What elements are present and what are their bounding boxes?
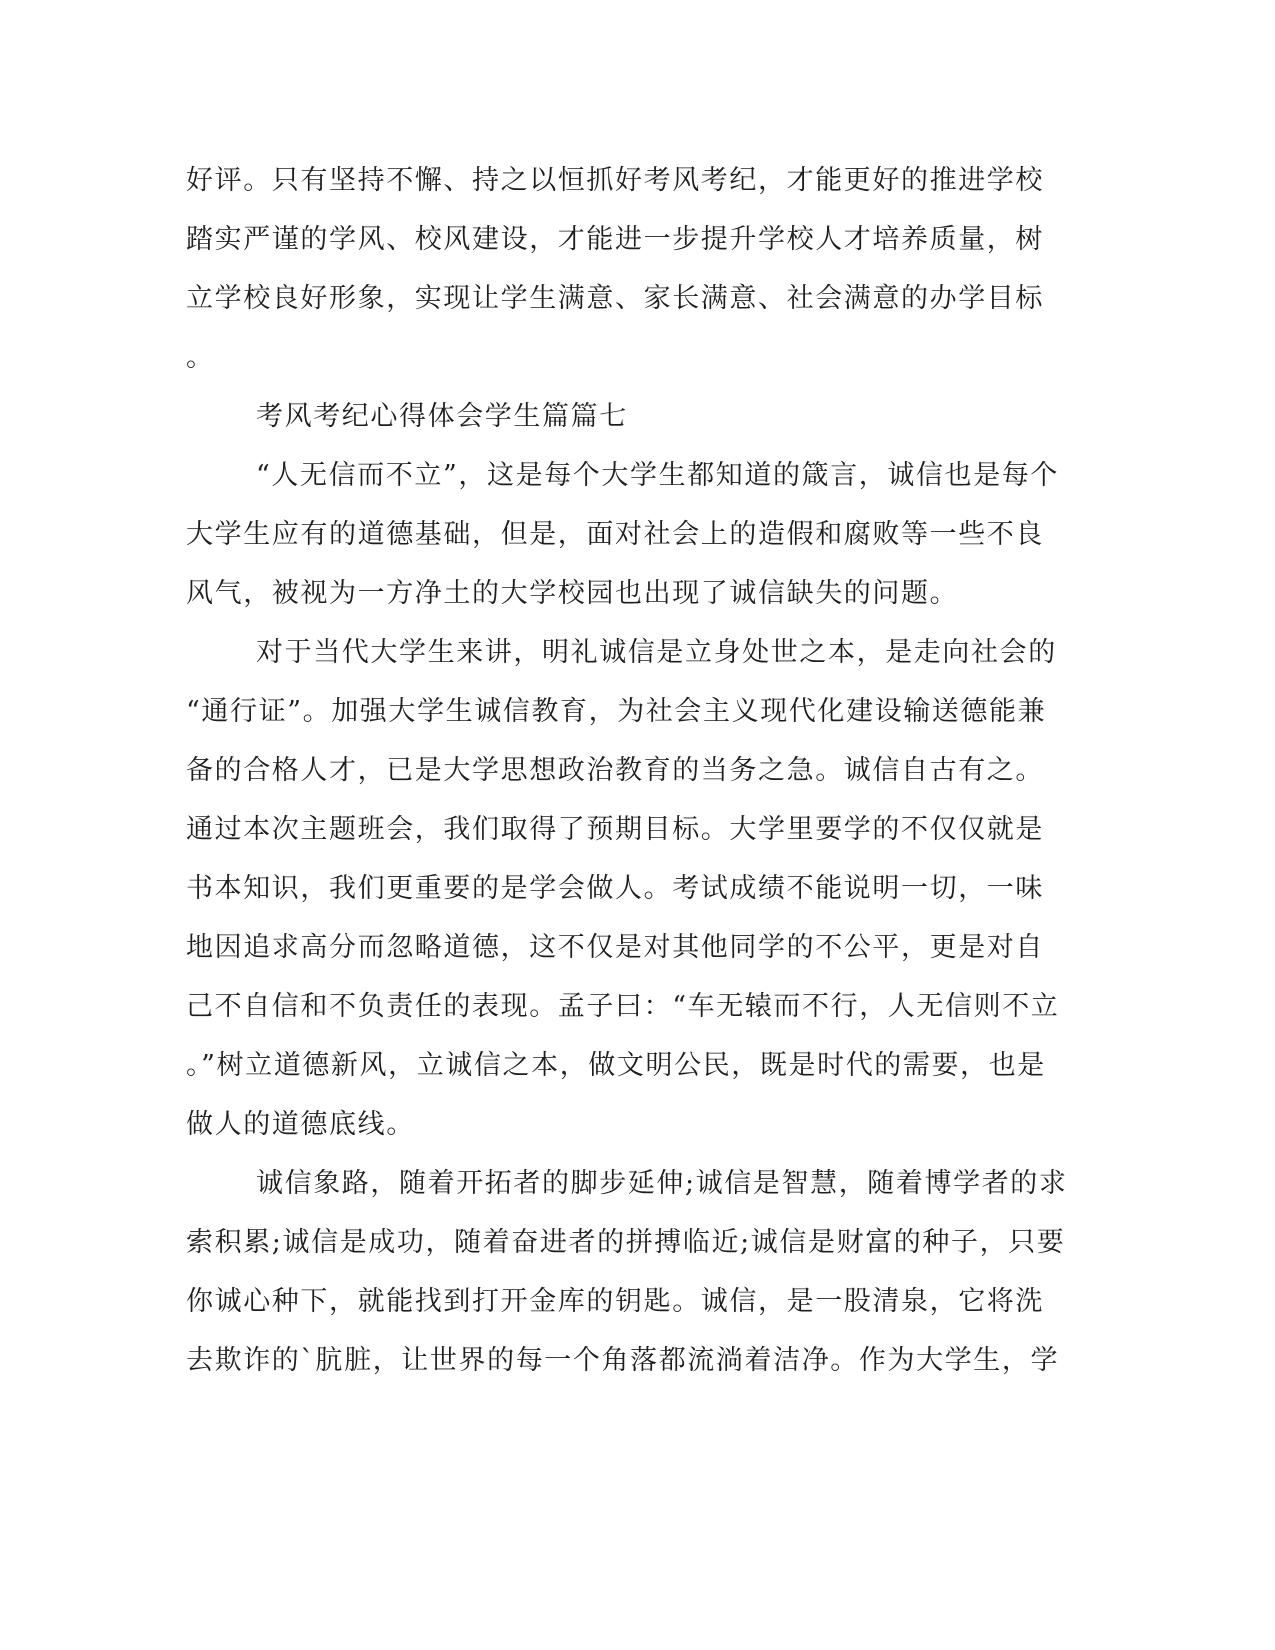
- text-line: 己不自信和不负责任的表现。孟子曰：“车无辕而不行，人无信则不立: [186, 991, 1060, 1022]
- paragraph-first-line: 诚信象路，随着开拓者的脚步延伸;诚信是智慧，随着博学者的求: [256, 1168, 1068, 1199]
- text-line: 好评。只有坚持不懈、持之以恒抓好考风考纪，才能更好的推进学校: [186, 165, 1044, 196]
- text-line: 风气，被视为一方净土的大学校园也出现了诚信缺失的问题。: [186, 578, 959, 609]
- text-line: “通行证”。加强大学生诚信教育，为社会主义现代化建设输送德能兼: [186, 696, 1047, 727]
- text-line: 。: [186, 342, 215, 373]
- paragraph-first-line: “人无信而不立”，这是每个大学生都知道的箴言，诚信也是每个: [256, 460, 1060, 491]
- text-line: 地因追求高分而忽略道德，这不仅是对其他同学的不公平，更是对自: [186, 932, 1044, 963]
- text-line: 你诚心种下，就能找到打开金库的钥匙。诚信，是一股清泉，它将洗: [186, 1286, 1044, 1317]
- text-line: 去欺诈的`肮脏，让世界的每一个角落都流淌着洁净。作为大学生，学: [186, 1345, 1060, 1376]
- text-line: 大学生应有的道德基础，但是，面对社会上的造假和腐败等一些不良: [186, 519, 1044, 550]
- text-line: 。”树立道德新风，立诚信之本，做文明公民，既是时代的需要，也是: [186, 1050, 1046, 1081]
- text-line: 书本知识，我们更重要的是学会做人。考试成绩不能说明一切，一味: [186, 873, 1044, 904]
- text-line: 备的合格人才，已是大学思想政治教育的当务之急。诚信自古有之。: [186, 755, 1044, 786]
- paragraph-first-line: 对于当代大学生来讲，明礼诚信是立身处世之本，是走向社会的: [256, 637, 1057, 668]
- text-line: 通过本次主题班会，我们取得了预期目标。大学里要学的不仅仅就是: [186, 814, 1044, 845]
- text-line: 踏实严谨的学风、校风建设，才能进一步提升学校人才培养质量，树: [186, 224, 1044, 255]
- text-line: 索积累;诚信是成功，随着奋进者的拼搏临近;诚信是财富的种子，只要: [186, 1227, 1066, 1258]
- text-line: 做人的道德底线。: [186, 1109, 415, 1140]
- text-line: 立学校良好形象，实现让学生满意、家长满意、社会满意的办学目标: [186, 283, 1044, 314]
- section-heading: 考风考纪心得体会学生篇篇七: [256, 401, 628, 432]
